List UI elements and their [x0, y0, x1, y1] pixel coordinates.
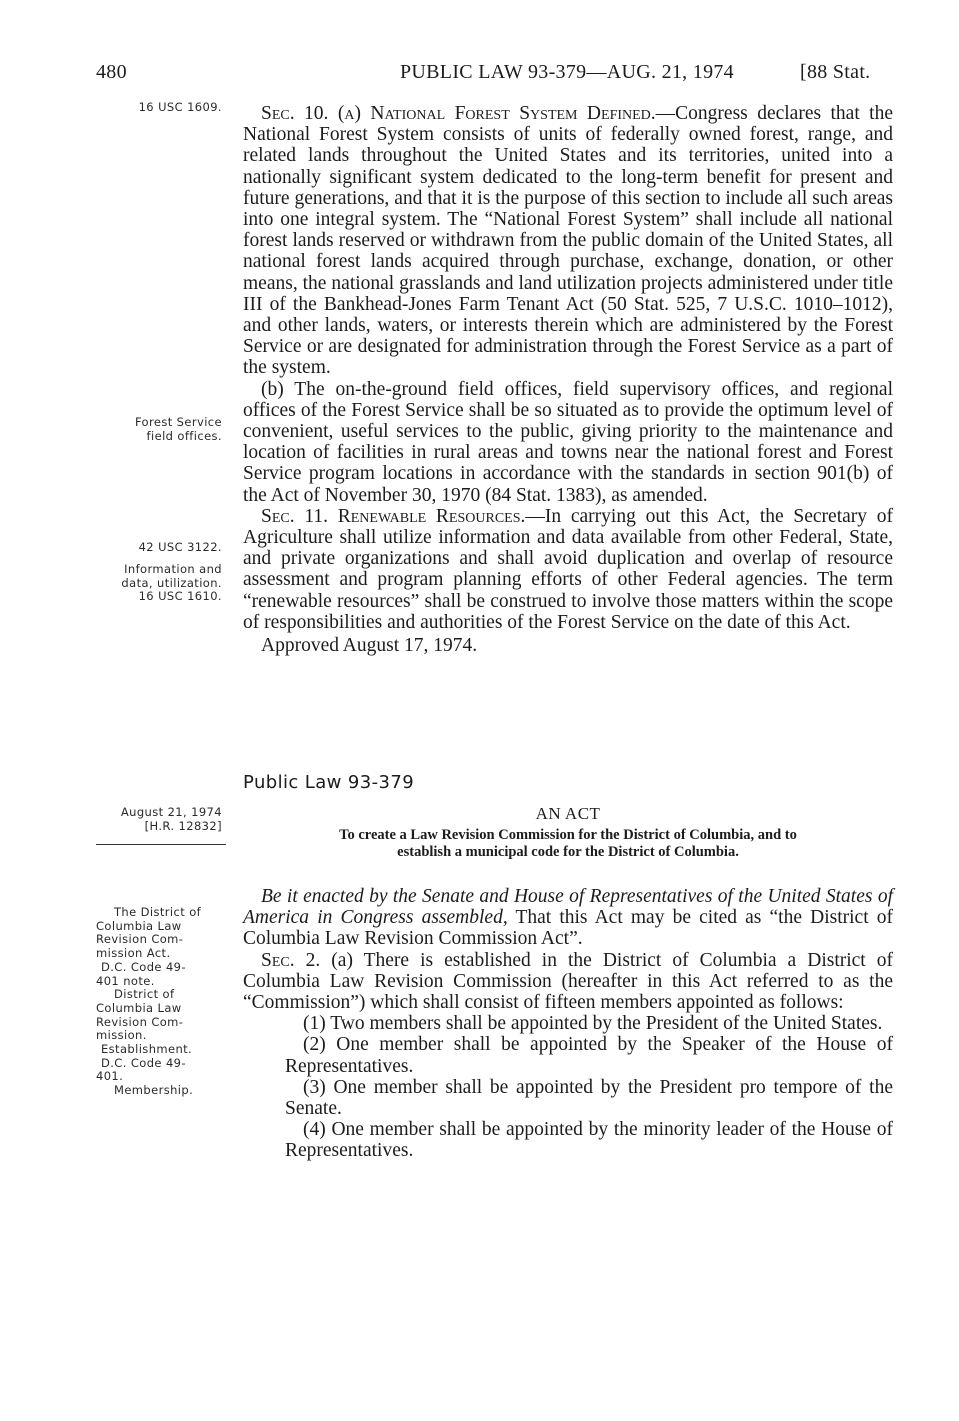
section-2-a [243, 950, 893, 1014]
section-heading: National Forest System Defined. [370, 103, 656, 124]
margin-note-line: Information and [124, 562, 222, 576]
act-description [243, 827, 893, 860]
list-item-3 [243, 1077, 893, 1119]
enacting-clause [243, 886, 893, 950]
list-item-text: (2) One member shall be appointed by the Speaker of the House of Representatives. [285, 1034, 893, 1077]
list-item-4 [243, 1119, 893, 1161]
margin-note-line: The District of [114, 905, 202, 919]
margin-note-line: Forest Service [134, 415, 222, 429]
list-item-1 [243, 1013, 893, 1034]
page-number: 480 [96, 61, 127, 83]
section-10-a [243, 103, 893, 379]
section-label: Sec. 11. [261, 505, 338, 527]
section-10 [243, 103, 893, 656]
margin-note-line: D.C. Code 49- [101, 1055, 186, 1070]
margin-note-forest-service [135, 416, 222, 443]
list-item-text: (1) Two members shall be appointed by the President of the United States. [303, 1013, 883, 1035]
divider [96, 844, 226, 845]
margin-note-line: Establishment. [101, 1042, 193, 1057]
margin-note-line: Columbia Law [96, 918, 182, 933]
margin-note-line: Revision Com- [96, 1014, 184, 1029]
public-law-title: Public Law 93-379 [243, 772, 415, 793]
margin-note-usc-3122: 42 USC 3122. [138, 540, 222, 554]
act-body [243, 886, 893, 1162]
section-11 [243, 506, 893, 633]
margin-note-dc-law-revision [96, 906, 226, 1098]
section-text: (a) There is established in the District of Columbia a District of Columbia Law Revision Commission (hereafter in this Act referred to as the “Commission”) which shall consist of fifteen members appointed as follows: [243, 949, 893, 1014]
an-act-heading: AN ACT [535, 804, 601, 823]
margin-note-line: field offices. [146, 428, 222, 443]
margin-note-line: 16 USC 1610. [138, 589, 222, 604]
margin-note-line: August 21, 1974 [120, 805, 222, 819]
section-text: —In carrying out this Act, the Secretary of Agriculture shall utilize information and data available from other Federal, State, and private organizations and shall avoid duplication and overlap of resource assessment and program planning efforts of other Federal agencies. The term “renewable resources” shall be construed to involve those matters within the scope of responsibilities and authorities of the Forest Service on the date of this Act. [243, 505, 894, 633]
margin-note-line: mission Act. [96, 946, 171, 961]
section-label: Sec. 10. (a) [261, 103, 371, 124]
margin-note-line: D.C. Code 49- [101, 959, 186, 974]
margin-note-line: Membership. [114, 1083, 194, 1098]
approval-date: Approved August 17, 1974. [261, 635, 478, 657]
short-title-text: That this Act may be cited as “the District of Columbia Law Revision Commission Act”. [243, 907, 894, 950]
margin-note-line: 401 note. [96, 973, 155, 988]
margin-note-usc-1609: 16 USC 1609. [138, 100, 222, 114]
running-title: PUBLIC LAW 93-379—AUG. 21, 1974 [400, 61, 734, 83]
section-text: —Congress declares that the National Forest System consists of units of federally owned forest, range, and related lands throughout the United States and its territories, united into a nationally significant system dedicated to the long-term benefit for present and future generations, and that it is the purpose of this section to include all such areas into one integral system. The “National Forest System” shall include all national forest lands reserved or withdrawn from the public domain of the United States, all national forest lands acquired through purchase, exchange, donation, or other means, the national grasslands and land utilization projects administered under title III of the Bankhead-Jones Farm Tenant Act (50 Stat. 525, 7 U.S.C. 1010–1012), and other lands, waters, or interests therein which are administered by the Forest Service or are designated for administration through the Forest Service as a part of the system. [243, 103, 893, 379]
section-10-b: (b) The on-the-ground field offices, field supervisory offices, and regional offices of the Forest Service shall be so situated as to provide the optimum level of convenient, useful services to the public, giving priority to the maintenance and location of facilities in rural areas and towns near the national forest and Forest Service program locations in accordance with the standards in section 901(b) of the Act of November 30, 1970 (84 Stat. 1383), as amended. [243, 378, 893, 506]
list-item-text: (3) One member shall be appointed by the President pro tempore of the Senate. [285, 1076, 893, 1120]
stat-reference: [88 Stat. [800, 61, 871, 83]
margin-note-line: Revision Com- [96, 932, 184, 947]
margin-note-information [121, 563, 222, 604]
section-heading: Renewable Resources. [337, 505, 526, 527]
act-description-line: To create a Law Revision Commission for the District of Columbia, and to [339, 827, 797, 843]
list-item-text: (4) One member shall be appointed by the minority leader of the House of Representatives. [285, 1119, 893, 1162]
margin-note-line: mission. [96, 1028, 147, 1043]
section-label: Sec. 2. [261, 949, 332, 971]
margin-note-line: 401. [96, 1069, 124, 1084]
margin-note-line: [H.R. 12832] [144, 818, 222, 833]
margin-note-date [121, 806, 222, 833]
enacting-formula: Be it enacted by the Senate and House of Representatives of the United States of America in Congress assembled, [243, 886, 893, 929]
margin-note-line: Columbia Law [96, 1000, 182, 1015]
margin-note-line: data, utilization. [121, 575, 222, 590]
list-item-2 [243, 1034, 893, 1076]
margin-note-line: District of [114, 987, 175, 1002]
act-description-line: establish a municipal code for the District of Columbia. [397, 843, 739, 860]
